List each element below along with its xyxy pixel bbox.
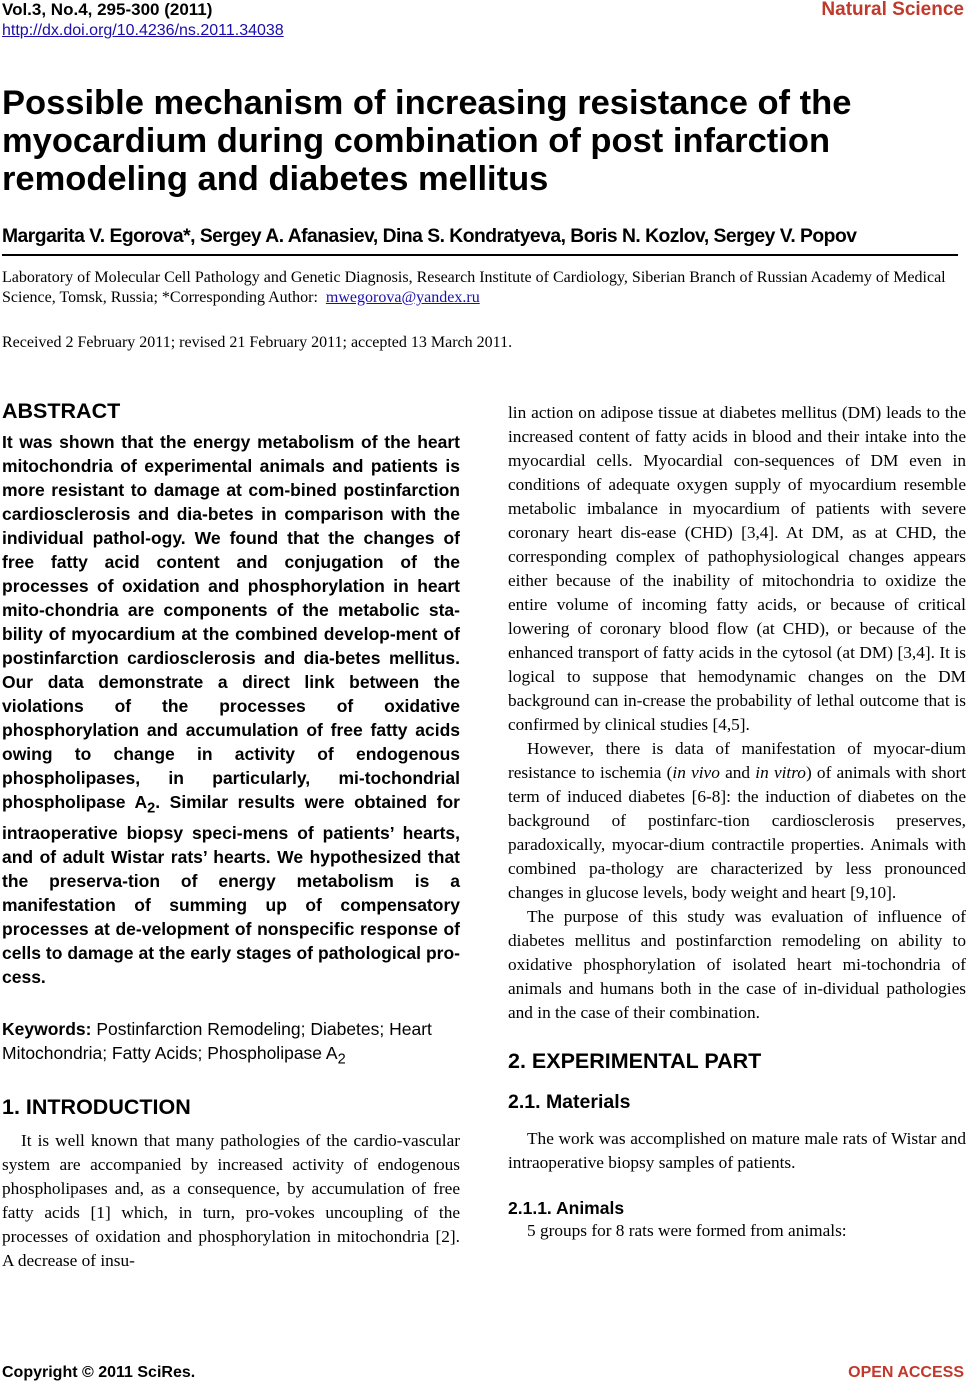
paragraph-continuation: lin action on adipose tissue at diabetes mellitus (DM) leads to the increased content of fatty acids in blood and their intake into the myocardial cells. Myocardial con-sequences of DM even in conditions of adequate oxygen supply of myocardium resemble metabolic imbalance in myocardium of patients with severe coronary heart dis-ease (CHD) [3,4]. At DM, as at CHD, the corresponding complex of pathophysiological changes appears either because of the inability of mitochondria to oxidize the entire volume of incoming fatty acids, or because of critical lowering of coronary blood flow (at CHD), or because of the enhanced transport of fatty acids in the cytosol (at DM) [3,4]. It is logical to suppose that hemodynamic changes on the DM background can in-crease the probability of lethal outcome that is confirmed by clinical studies [4,5]. xyxy=(508,403,966,734)
journal-name: Natural Science xyxy=(821,0,964,20)
abstract-text-part1: It was shown that the energy metabolism of the heart mitochondria of experimental animals and patients is more resistant to damage at com-bined postinfarction cardiosclerosis and dia-betes in comparison with the individual pathol-ogy. We found that the changes of free fatty acid content and conjugation of the processes of oxidation and phosphorylation in heart mito-chondria are components of the metabolic sta-bility of myocardium at the combined develop-ment of postinfarction cardiosclerosis and dia-betes mellitus. Our data demonstrate a direct link between the violations of the processes of oxidative phosphorylation and accumulation of free fatty acids owing to change in activity of endogenous phospholipases, in particularly, mi-tochondrial phospholipase A xyxy=(2,432,460,812)
p2-and: and xyxy=(719,763,756,782)
abstract-subscript: 2 xyxy=(147,800,156,817)
author-list: Margarita V. Egorova*, Sergey A. Afanasiev, Dina S. Kondratyeva, Boris N. Kozlov, Sergey V. Popov xyxy=(2,226,857,247)
affiliation-text: Laboratory of Molecular Cell Pathology and Genetic Diagnosis, Research Institute of Cardiology, Siberian Branch of Russian Academy of Medical Science, Tomsk, Russia; *Corresponding Author: xyxy=(2,269,946,306)
introduction-paragraph: It is well known that many pathologies of the cardio-vascular system are accompanied by increased activity of endogenous phospholipases and, as a consequence, by accumulation of free fatty acids [1] which, in turn, pro-vokes uncoupling of the processes of oxidation and phosphorylation in mitochondria [2]. A decrease of insu- xyxy=(2,1131,460,1270)
abstract-text xyxy=(2,430,460,989)
keywords-text: Postinfarction Remodeling; Diabetes; Heart Mitochondria; Fatty Acids; Phospholipase A xyxy=(2,1018,432,1063)
p2-text-a: However, there is data of manifestation of myocar-dium resistance to ischemia ( xyxy=(508,739,966,782)
keywords-label: Keywords: xyxy=(2,1018,92,1039)
section-heading-experimental: 2. EXPERIMENTAL PART xyxy=(508,1049,762,1073)
left-column xyxy=(2,396,460,1273)
paragraph-materials: The work was accomplished on mature male rats of Wistar and intraoperative biopsy samples of patients. xyxy=(508,1129,966,1172)
doi-link[interactable]: http://dx.doi.org/10.4236/ns.2011.34038 xyxy=(2,22,284,39)
author-divider xyxy=(2,254,958,256)
section-heading-introduction: 1. INTRODUCTION xyxy=(2,1095,191,1119)
abstract-heading: ABSTRACT xyxy=(2,399,121,423)
abstract-text-part2: . Similar results were obtained for intraoperative biopsy speci-mens of patients’ hearts, and of adult Wistar rats’ hearts. We hypothesized that the preserva-tion of energy metabolism is a manifestation of summing up of compensatory processes at de-velopment of nonspecific response of cells to damage at the early stages of pathological pro-cess. xyxy=(2,792,460,987)
affiliation xyxy=(2,268,966,308)
copyright-notice: Copyright © 2011 SciRes. xyxy=(2,1364,196,1381)
paragraph-resistance xyxy=(508,737,966,905)
subsubsection-heading-animals: 2.1.1. Animals xyxy=(508,1198,625,1218)
article-title: Possible mechanism of increasing resistance of the myocardium during combination of post infarction remodeling and diabetes mellitus xyxy=(2,84,852,198)
right-column xyxy=(508,401,966,1243)
paragraph-purpose: The purpose of this study was evaluation of influence of diabetes mellitus and postinfarction remodeling on ability to oxidative phosphorylation of isolated heart mi-tochondria of animals and humans both in the case of in-dividual pathologies and in the case of their combination. xyxy=(508,907,966,1022)
corresponding-email-link[interactable]: mwegorova@yandex.ru xyxy=(325,289,480,306)
p2-in-vivo: in vivo xyxy=(672,763,720,782)
p2-text-b: ) of animals with short term of induced diabetes [6-8]: the induction of diabetes on the background of postinfarc-tion cardiosclerosis preserves, paradoxically, myocar-dium contractile properties. Animals with combined pa-thology are characterized by less pronounced changes in glucose levels, body weight and heart [9,10]. xyxy=(508,763,967,902)
paragraph-animals: 5 groups for 8 rats were formed from animals: xyxy=(527,1221,847,1240)
subsection-heading-materials: 2.1. Materials xyxy=(508,1091,631,1113)
received-dates: Received 2 February 2011; revised 21 February 2011; accepted 13 March 2011. xyxy=(2,334,513,351)
keywords-subscript: 2 xyxy=(337,1051,346,1067)
open-access-label: OPEN ACCESS xyxy=(848,1364,964,1381)
journal-volume-line: Vol.3, No.4, 295-300 (2011) xyxy=(2,0,213,19)
p2-in-vitro: in vitro xyxy=(755,763,806,782)
keywords xyxy=(2,1017,460,1072)
